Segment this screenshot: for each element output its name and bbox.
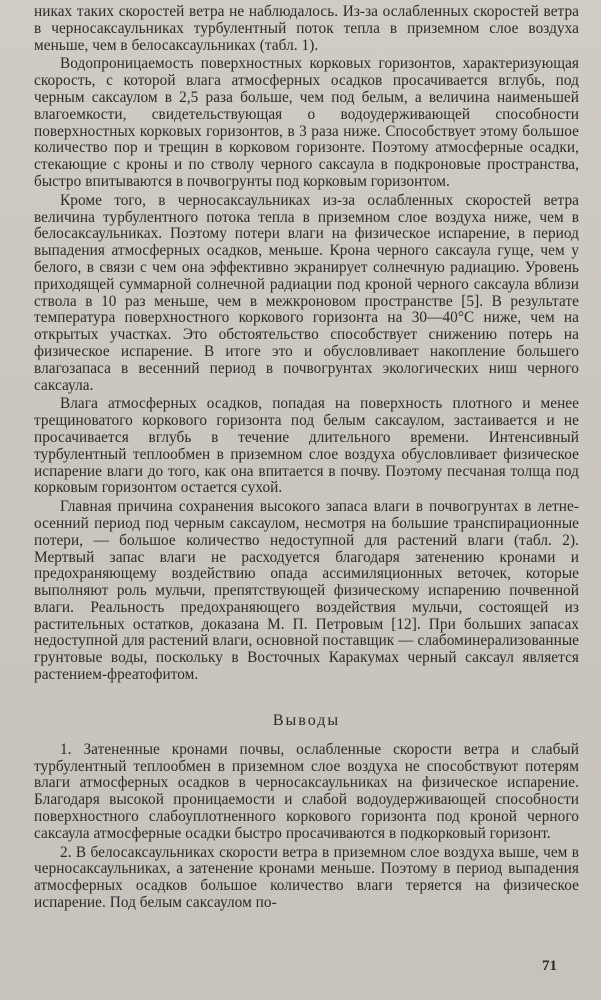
conclusion-2: 2. В белосаксаульниках скорости ветра в приземном слое воздуха выше, чем в черносаксаульниках, а затенение кронами меньше. Поэтому в период выпадения атмосферных осадков большое количество влаги теряется на физическое испарение. Под белым саксаулом по- [34,843,579,912]
paragraph-4: Влага атмосферных осадков, попадая на поверхность плотного и менее трещиноватого коркового горизонта под белым саксаулом, застаивается и не просачивается вглубь в течение длительного времени. Интенсивный турбулентный теплообмен в приземном слое воздуха обусловливает физическое испарение влаги до того, как она впитается в почву. Поэтому песчаная толща под корковым горизонтом остается сухой. [34,395,579,497]
paragraph-1: никах таких скоростей ветра не наблюдалось. Из-за ослабленных скоростей ветра в черносаксаульниках турбулентный поток тепла в приземном слое воздуха меньше, чем в белосаксаульниках (табл. 1). [34,3,579,54]
section-heading: Выводы [272,711,341,729]
paragraph-2: Водопроницаемость поверхностных корковых горизонтов, характеризующая скорость, с которой влага атмосферных осадков просачивается вглубь, под черным саксаулом в 2,5 раза больше, чем под белым, а величина наименьшей влагоемкости, свидетельствующая о водоудерживающей способности поверхностных корковых горизонтов, в 3 раза ниже. Способствует этому большое количество пор и трещин в корковом горизонте. Поэтому атмосферные осадки, стекающие с кроны и по стволу черного саксаула в подкроновые пространства, быстро впитываются в почвогрунты под корковым горизонтом. [34,55,579,190]
conclusion-1: 1. Затененные кронами почвы, ослабленные скорости ветра и слабый турбулентный теплообмен в приземном слое воздуха не способствуют потерям влаги атмосферных осадков в черносаксаульниках на физическое испарение. Благодаря высокой проницаемости и слабой водоудерживающей способности поверхностного слабоуплотненного коркового горизонта под кроной черного саксаула атмосферные осадки быстро просачиваются в подкорковый горизонт. [34,740,579,842]
paragraph-5: Главная причина сохранения высокого запаса влаги в почвогрунтах в летне-осенний период под черным саксаулом, несмотря на большие транспирационные потери, — большое количество недоступной для растений влаги (табл. 2). Мертвый запас влаги не расходуется благодаря затенению кронами и предохраняющему воздействию опада ассимиляционных веточек, которые выполняют роль мульчи, препятствующей физическому испарению почвенной влаги. Реальность предохраняющего воздействия мульчи, состоящей из растительных остатков, доказана М. П. Петровым [12]. При больших запасах недоступной для растений влаги, основной поставщик — слабоминерализованные грунтовые воды, поскольку в Восточных Каракумах черный саксаул является растением-фреатофитом. [34,498,579,684]
page-number: 71 [542,958,557,974]
paragraph-3: Кроме того, в черносаксаульниках из-за ослабленных скоростей ветра величина турбулентного потока тепла в приземном слое воздуха ниже, чем в белосаксаульниках. Поэтому потери влаги на физическое испарение, в период выпадения атмосферных осадков, меньше. Крона черного саксаула гуще, чем у белого, в связи с чем она эффективно экранирует солнечную радиацию. Уровень приходящей суммарной солнечной радиации под кроной черного саксаула вблизи ствола в 10 раз меньше, чем в межкроновом пространстве [5]. В результате температура поверхностного коркового горизонта на 30—40°С ниже, чем на открытых участках. Это обстоятельство способствует снижению потерь на физическое испарение. В итоге это и обусловливает накопление большего влагозапаса в весенний период в почвогрунтах экологических ниш черного саксаула. [34,191,579,394]
